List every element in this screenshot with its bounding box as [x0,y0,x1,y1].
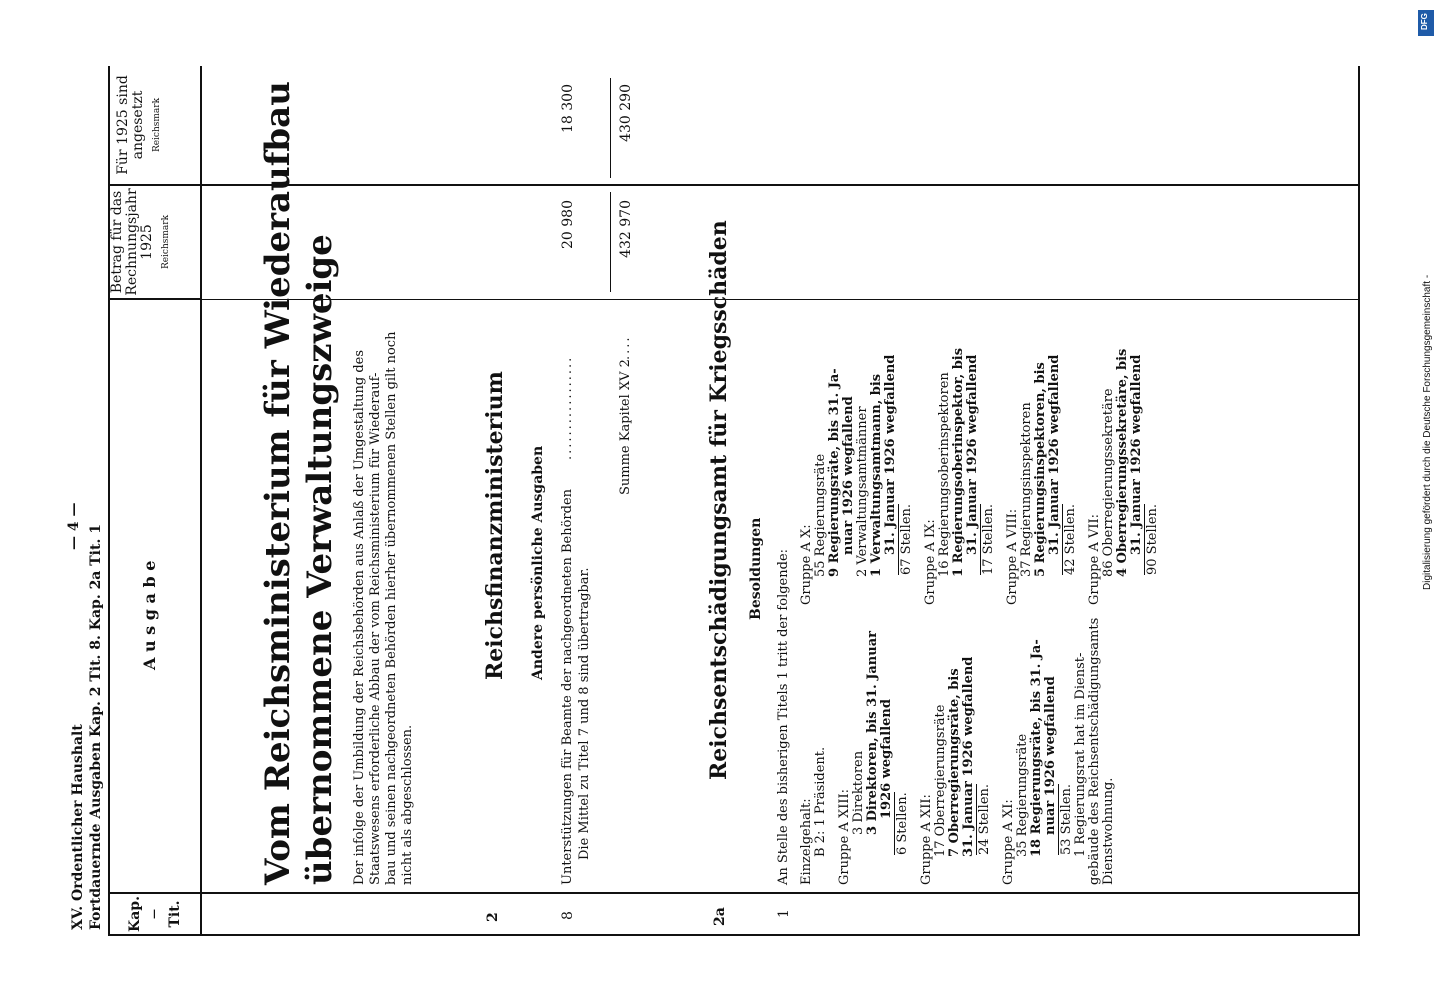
staff-list-line: 5 Regierungsinspektoren, bis [1033,362,1048,577]
kap2-summe-betrag: 432 970 [618,200,634,258]
section-title-line2: übernommene Verwaltungszweige [300,234,340,885]
staff-list-line: 86 Oberregierungssekretäre [1101,388,1116,577]
staff-list-line: 35 Regierungsräte [1015,733,1030,857]
ausgabe-column-header: A u s g a b e [140,560,159,670]
section-para-line1: Der infolge der Umbildung der Reichsbehörden aus Anlaß der Umgestaltung des [352,350,367,885]
kap2a-tit-number: 1 [776,909,792,918]
staff-list-line: 31. Januar 1926 wegfallend [883,354,898,555]
vorjahr-label: Für 1925 sind angesetzt [115,75,146,175]
staff-list-line: 9 Regierungsräte, bis 31. Ja- [827,368,842,577]
staff-list-line: 17 Stellen. [981,503,996,575]
staff-list-line: 42 Stellen. [1063,503,1078,575]
betrag-column-header [110,186,174,298]
staff-list-line: 1926 wegfallend [879,699,894,819]
kap2a-title: Reichsentschädigungsamt für Kriegsschäden [706,220,732,780]
kap2a-number: 2a [712,907,728,926]
staff-list-line: 18 Regierungsräte, bis 31. Ja- [1029,639,1044,857]
kap2-line2: Die Mittel zu Titel 7 und 8 sind übertragbar. [577,567,592,860]
staff-list-line: Gruppe A VIII: [1005,508,1020,605]
kap2a-intro: An Stelle des bisherigen Titels 1 tritt der folgende: [776,548,791,885]
staff-list-line: 16 Regierungsoberinspektoren [937,372,952,577]
staff-list-line: Gruppe A XI: [1001,799,1016,885]
staff-list-line: 3 Direktoren, bis 31. Januar [865,631,880,835]
kap2-summe-vorjahr: 430 290 [618,84,634,142]
staff-list-line: 90 Stellen. [1145,503,1160,575]
rule-kap-col [108,892,1358,894]
section-para-line4: nicht als abgeschlossen. [400,724,415,885]
staff-list-line: 1 Regierungsrat hat im Dienst- [1073,652,1088,857]
summe-rule-vorjahr [610,78,611,178]
betrag-label: Betrag für das Rechnungsjahr 1925 [109,188,155,296]
kap2-betrag: 20 980 [560,200,576,249]
staff-list-line: 55 Regierungsräte [813,453,828,577]
digitization-stamp [1422,210,1434,790]
staff-list-line: 17 Oberregierungsräte [933,704,948,857]
kap2-line1-leader: ................. [560,355,575,460]
kap2a-right-column [800,305,1160,605]
rule-left [108,934,1358,936]
staff-list-line: 31. Januar 1926 wegfallend [965,354,980,555]
staff-list-line: Dienstwohnung. [1101,777,1116,885]
staff-list-line: 31. Januar 1926 wegfallend [961,656,976,857]
staff-list-line: B 2: 1 Präsident. [813,746,828,857]
header-line2: Fortdauernde Ausgaben Kap. 2 Tit. 8. Kap. 2a Tit. 1 [88,524,104,930]
staff-list-line: nuar 1926 wegfallend [1043,676,1058,835]
staff-list-line: nuar 1926 wegfallend [841,396,856,555]
kap-label: Kap. [127,896,143,932]
staff-list-line: Gruppe A XII: [919,794,934,885]
rule-ausgabe-right [200,299,1358,300]
staff-list-line: 1 Verwaltungsamtmann, bis [869,373,884,577]
rule-bottom [1358,66,1360,936]
kap2-line1: Unterstützungen für Beamte der nachgeordneten Behörden [560,488,575,885]
staff-list-line: 6 Stellen. [895,792,910,855]
staff-list-line: 37 Regierungsinspektoren [1019,402,1034,577]
staff-list-line: 4 Oberregierungssekretäre, bis [1115,348,1130,577]
kap2-title: Reichsfinanzministerium [482,371,508,680]
staff-list-line: 53 Stellen. [1059,783,1074,855]
staff-list-line: Gruppe A IX: [923,519,938,605]
kap2a-subtitle: Besoldungen [748,517,764,620]
staff-list-line: Gruppe A VII: [1087,514,1102,605]
vorjahr-unit: Reichsmark [152,97,162,153]
dfg-logo-icon [1418,10,1434,36]
dfg-logo-text: DFG [1420,13,1429,30]
section-title-line1: Vom Reichsministerium für Wiederaufbau [258,81,298,885]
rule-ausgabe-right-head [108,298,200,300]
kap2-number: 2 [485,912,501,922]
section-para-line3: bau und seinen nachgeordneten Behörden hierher übernommenen Stellen gilt noch [384,331,399,885]
staff-list-line: 24 Stellen. [977,783,992,855]
staff-list-line: gebäude des Reichsentschädigungsamts [1087,617,1102,885]
summe-rule-betrag [610,192,611,292]
tit-label: Tit. [167,900,183,928]
staff-list-line: 2 Verwaltungsamtmänner [855,406,870,577]
staff-list-line: Gruppe A XIII: [837,788,852,885]
rule-header-bottom [200,66,202,936]
staff-list-line: 3 Direktoren [851,750,866,835]
staff-list-line: Gruppe A X: [799,524,814,605]
kap2-subtitle: Andere persönliche Ausgaben [530,445,546,680]
staff-list-line: 31. Januar 1926 wegfallend [1047,354,1062,555]
header-line1: XV. Ordentlicher Haushalt [70,724,86,930]
kap-column-header: Kap. — Tit. [127,896,183,932]
kap2-tit-number: 8 [560,911,576,920]
staff-list-line: 31. Januar 1926 wegfallend [1129,354,1144,555]
staff-list-line: 7 Oberregierungsräte, bis [947,668,962,857]
digitization-stamp-text: Digitalisierung gefördert durch die Deutsche Forschungsgemeinschaft - [1422,274,1433,590]
staff-list-line: 1 Regierungsoberinspektor, bis [951,347,966,577]
staff-list-line: Einzelgehalt: [799,798,814,885]
kap2-vorjahr: 18 300 [560,84,576,133]
betrag-unit: Reichsmark [161,214,171,270]
staff-list-line: 67 Stellen. [899,503,914,575]
vorjahr-column-header [116,66,165,184]
section-para-line2: Staatswesens erforderliche Abbau der vom Reichsministerium für Wiederauf- [368,372,383,885]
kap2a-left-column [799,617,1116,885]
kap2-summe-label: Summe Kapitel XV 2 [618,359,633,495]
page-number: — 4 — [66,502,82,550]
kap2-summe-leader: .... [618,335,633,360]
